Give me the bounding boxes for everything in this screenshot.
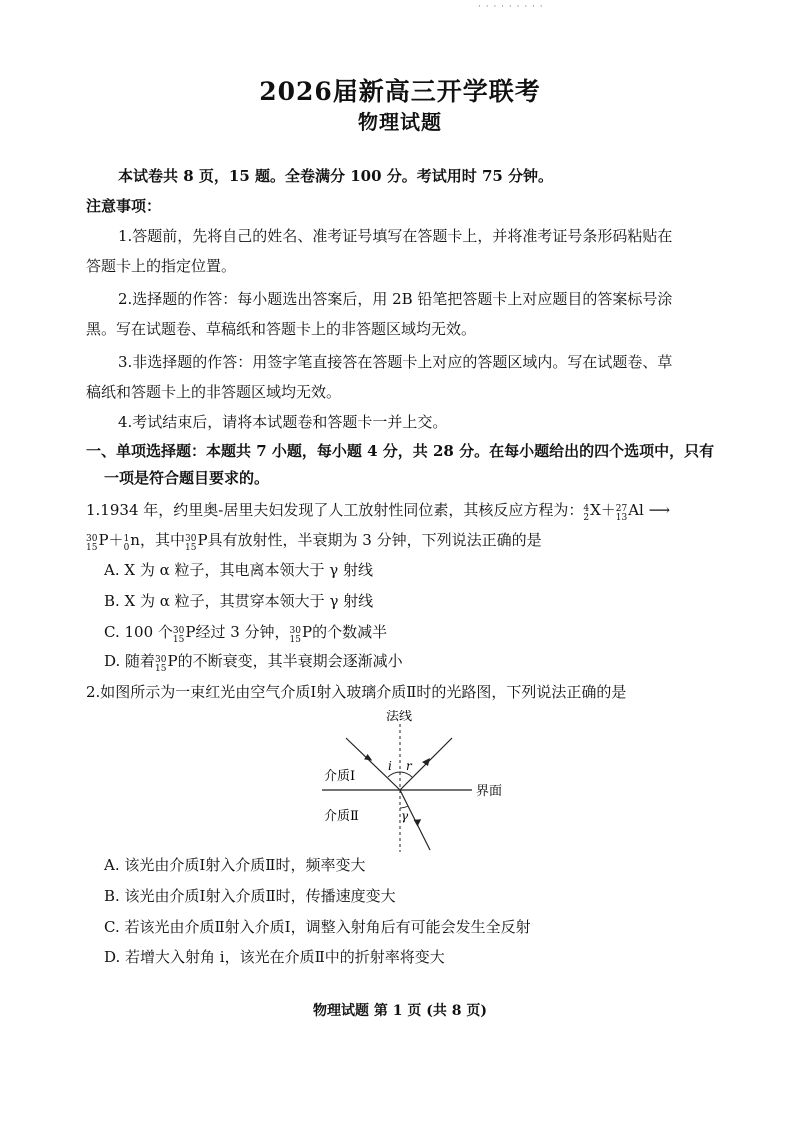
medium-1-label: 介质Ⅰ xyxy=(324,769,356,784)
angle-gamma-arc xyxy=(400,806,408,808)
q1-option-c-text-3: 的个数减半 xyxy=(312,623,388,641)
q1-option-d-text-1: D. 随着 xyxy=(104,652,156,670)
p-atomic-number-5: 15 xyxy=(155,664,167,674)
al-mass-number: 27 xyxy=(615,504,628,514)
section-heading-line-1: 一、单项选择题：本题共 7 小题，每小题 4 分，共 28 分。在每小题给出的四个选项中，只有 xyxy=(86,442,715,460)
p-symbol: P xyxy=(98,531,109,549)
p-nuclide-numbers-4 xyxy=(290,627,301,645)
incident-arrow-icon xyxy=(364,754,373,762)
note-2-line-1: 2.选择题的作答：每小题选出答案后，用 2B 铅笔把答题卡上对应题目的答案标号涂 xyxy=(118,290,673,308)
al-atomic-number: 13 xyxy=(615,513,628,523)
n-nuclide-numbers xyxy=(124,535,130,553)
q1-stem-line-2 xyxy=(86,530,726,553)
interface-label: 界面 xyxy=(476,784,503,799)
p-symbol-3: P xyxy=(185,623,196,641)
q1-option-d-text-2: 的不断衰变，其半衰期会逐渐减小 xyxy=(177,652,403,670)
p-atomic-number-2: 15 xyxy=(184,543,197,553)
plus-sign: ＋ xyxy=(600,501,616,519)
p-nuclide-numbers-5 xyxy=(155,656,166,674)
p-mass-number-2: 30 xyxy=(184,534,197,544)
p-atomic-number-3: 15 xyxy=(172,635,185,645)
medium-2-label: 介质Ⅱ xyxy=(324,809,359,824)
p-symbol-5: P xyxy=(167,652,178,670)
q1-option-c-text-1: C. 100 个 xyxy=(104,623,173,641)
p-mass-number-4: 30 xyxy=(289,626,301,636)
p-atomic-number-4: 15 xyxy=(289,635,301,645)
reaction-arrow: ⟶ xyxy=(648,501,671,519)
q2-option-a: A. 该光由介质Ⅰ射入介质Ⅱ时，频率变大 xyxy=(104,856,366,874)
p-atomic-number: 15 xyxy=(86,543,98,553)
p-symbol-4: P xyxy=(301,623,313,641)
q1-option-a: A. X 为 α 粒子，其电离本领大于 γ 射线 xyxy=(104,561,373,579)
notes-heading: 注意事项： xyxy=(86,197,162,215)
page-subtitle: 物理试题 xyxy=(358,110,442,134)
page-footer: 物理试题 第 1 页 (共 8 页) xyxy=(313,1003,487,1019)
p-mass-number-3: 30 xyxy=(172,626,185,636)
q1-option-b: B. X 为 α 粒子，其贯穿本领大于 γ 射线 xyxy=(104,592,374,610)
q1-option-c xyxy=(104,622,744,645)
q2-stem: 2.如图所示为一束红光由空气介质Ⅰ射入玻璃介质Ⅱ时的光路图，下列说法正确的是 xyxy=(86,683,627,701)
note-4: 4.考试结束后，请将本试题卷和答题卡一并上交。 xyxy=(118,413,448,431)
al-symbol: Al xyxy=(628,501,644,519)
note-3-line-1: 3.非选择题的作答：用签字笔直接答在答题卡上对应的答题区域内。写在试题卷、草 xyxy=(118,353,673,371)
section-heading-line-2: 一项是符合题目要求的。 xyxy=(104,469,270,487)
q2-option-b: B. 该光由介质Ⅰ射入介质Ⅱ时，传播速度变大 xyxy=(104,887,396,905)
exam-intro: 本试卷共 8 页，15 题。全卷满分 100 分。考试用时 75 分钟。 xyxy=(118,167,554,185)
note-3-line-2: 稿纸和答题卡上的非答题区域均无效。 xyxy=(86,383,342,401)
p-nuclide-numbers-2 xyxy=(185,535,196,553)
x-atomic-number: 2 xyxy=(583,513,590,523)
top-mark: · · · · · · · · · xyxy=(478,2,544,12)
refraction-diagram xyxy=(300,710,520,860)
q1-stem-text-2: ，其中 xyxy=(139,531,185,549)
angle-r-label: r xyxy=(406,759,412,773)
note-1-line-1: 1.答题前，先将自己的姓名、准考证号填写在答题卡上，并将准考证号条形码粘贴在 xyxy=(118,227,673,245)
q1-option-c-text-2: 经过 3 分钟， xyxy=(195,623,290,641)
p-nuclide-numbers xyxy=(86,535,97,553)
refracted-arrow-icon xyxy=(412,817,421,827)
q1-stem-text-3: 具有放射性，半衰期为 3 分钟，下列说法正确的是 xyxy=(207,531,542,549)
note-2-line-2: 黑。写在试题卷、草稿纸和答题卡上的非答题区域均无效。 xyxy=(86,320,477,338)
q2-option-d: D. 若增大入射角 i，该光在介质Ⅱ中的折射率将变大 xyxy=(104,948,445,966)
neutron-symbol: n xyxy=(130,531,140,549)
al-nuclide-numbers xyxy=(616,505,627,523)
n-mass-number: 1 xyxy=(123,534,130,544)
p-nuclide-numbers-3 xyxy=(173,627,184,645)
p-mass-number: 30 xyxy=(86,534,98,544)
q1-stem-text: 1.1934 年，约里奥-居里夫妇发现了人工放射性同位素，其核反应方程为： xyxy=(86,501,584,519)
p-symbol-2: P xyxy=(197,531,208,549)
angle-i-label: i xyxy=(388,759,392,773)
p-mass-number-5: 30 xyxy=(155,655,167,665)
angle-gamma-label: γ xyxy=(401,809,409,823)
page-title: 2026届新高三开学联考 xyxy=(259,77,541,106)
x-mass-number: 4 xyxy=(583,504,590,514)
normal-label: 法线 xyxy=(386,710,413,724)
x-nuclide-numbers xyxy=(583,505,589,523)
x-symbol: X xyxy=(590,501,601,519)
q1-option-d xyxy=(104,651,744,674)
q1-stem-line-1 xyxy=(86,500,726,523)
q2-option-c: C. 若该光由介质Ⅱ射入介质Ⅰ，调整入射角后有可能会发生全反射 xyxy=(104,918,531,936)
note-1-line-2: 答题卡上的指定位置。 xyxy=(86,257,237,275)
n-atomic-number: 0 xyxy=(123,543,130,553)
plus-sign-2: ＋ xyxy=(108,531,124,549)
